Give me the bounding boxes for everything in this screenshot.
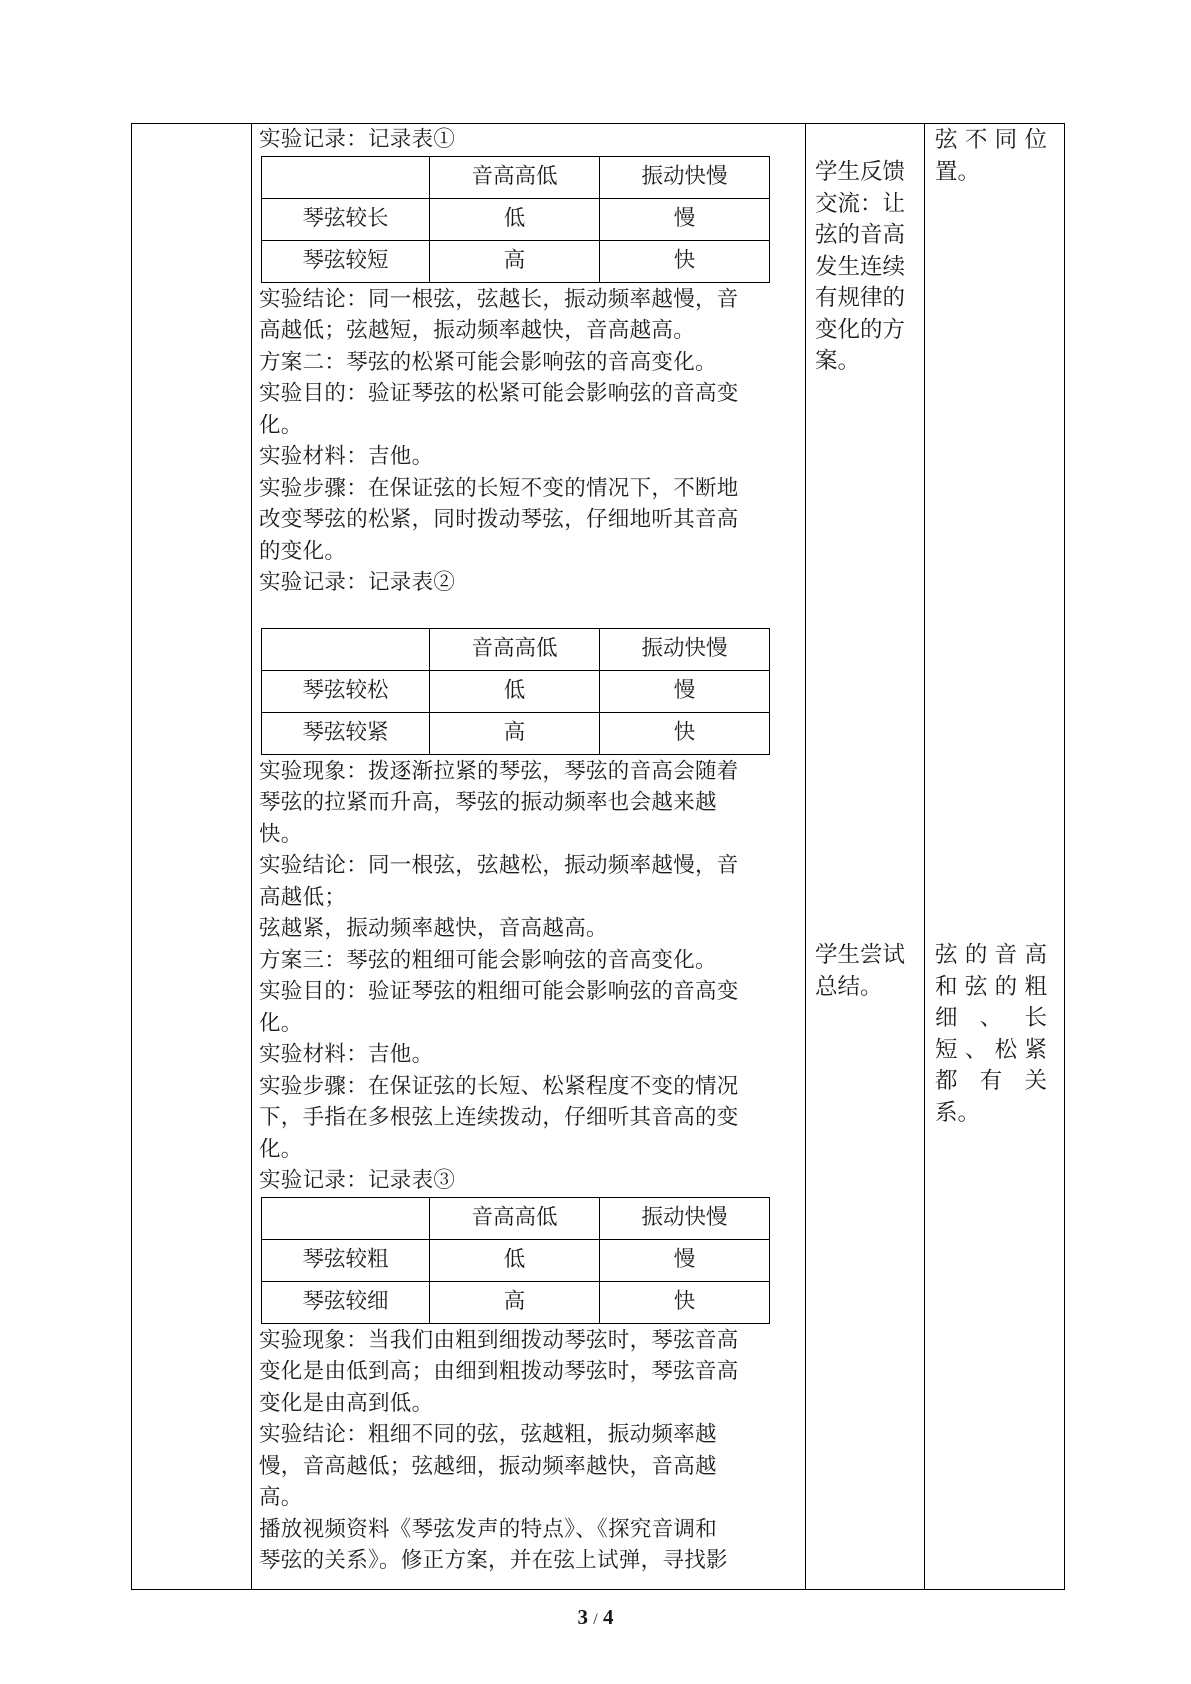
table-cell: 低 — [430, 198, 600, 240]
text-line: 实验现象：当我们由粗到细拨动琴弦时，琴弦音高 — [259, 1327, 739, 1353]
text-line: 置。 — [935, 158, 981, 185]
text-line: 发生连续 — [815, 253, 906, 280]
page-number — [0, 1605, 1191, 1630]
text-block-2 — [259, 284, 795, 599]
text-line: 交流：让 — [815, 190, 906, 217]
text-line: 播放视频资料《琴弦发声的特点》、《探究音调和 — [259, 1516, 718, 1542]
table-row-label: 琴弦较长 — [262, 198, 430, 240]
text-line: 细、长 — [935, 1005, 1047, 1031]
text-line: 变化是由高到低。 — [259, 1390, 434, 1416]
table-cell: 快 — [600, 240, 770, 282]
table-header-cell: 音高高低 — [430, 628, 600, 670]
table-row — [262, 240, 770, 282]
table-cell: 快 — [600, 1281, 770, 1323]
table-cell: 高 — [430, 1281, 600, 1323]
text-line: 实验记录：记录表① — [259, 127, 456, 152]
table-header-cell: 振动快慢 — [600, 628, 770, 670]
text-line: 改变琴弦的松紧，同时拨动琴弦，仔细地听其音高 — [259, 507, 739, 532]
page-separator: / — [593, 1611, 598, 1628]
table-cell: 快 — [600, 712, 770, 754]
text-line: 实验结论：同一根弦，弦越长，振动频率越慢，音 — [259, 286, 739, 312]
text-line: 和弦的粗 — [935, 973, 1047, 1000]
text-line: 弦不同位 — [935, 127, 1047, 153]
text-line: 总结。 — [815, 973, 883, 1000]
table-header-row — [262, 1197, 770, 1239]
table-row-label: 琴弦较短 — [262, 240, 430, 282]
text-line: 系。 — [935, 1099, 981, 1126]
teaching-process-column — [259, 124, 795, 1577]
text-line: 都有关 — [935, 1068, 1047, 1094]
table-cell: 高 — [430, 712, 600, 754]
text-line: 变化是由低到高；由细到粗拨动琴弦时，琴弦音高 — [259, 1359, 739, 1384]
text-line: 的变化。 — [259, 538, 347, 564]
table-cell: 慢 — [600, 198, 770, 240]
student-activity-block-2 — [815, 940, 917, 1003]
text-line: 实验记录：记录表② — [259, 570, 456, 595]
text-line: 短、松紧 — [935, 1036, 1047, 1063]
record-table-3 — [261, 1197, 770, 1324]
column-divider — [805, 123, 806, 1590]
text-line: 学生尝试 — [815, 942, 906, 968]
table-row — [262, 670, 770, 712]
table-cell — [262, 628, 430, 670]
text-block-1 — [259, 124, 795, 156]
text-line: 慢，音高越低；弦越细，振动频率越快，音高越 — [259, 1453, 717, 1479]
page-total: 4 — [602, 1605, 614, 1629]
table-row — [262, 198, 770, 240]
text-line: 实验目的：验证琴弦的粗细可能会影响弦的音高变 — [259, 979, 739, 1004]
text-line: 高越低；弦越短，振动频率越快，音高越高。 — [259, 318, 696, 343]
text-line: 实验步骤：在保证弦的长短、松紧程度不变的情况 — [259, 1073, 739, 1099]
table-cell: 慢 — [600, 670, 770, 712]
text-line: 实验结论：同一根弦，弦越松，振动频率越慢，音 — [259, 853, 739, 878]
text-line: 实验材料：吉他。 — [259, 1042, 434, 1067]
text-line: 高。 — [259, 1485, 303, 1510]
text-line: 下，手指在多根弦上连续拨动，仔细听其音高的变 — [259, 1105, 739, 1130]
text-line: 实验目的：验证琴弦的松紧可能会影响弦的音高变 — [259, 381, 739, 406]
table-row-label: 琴弦较细 — [262, 1281, 430, 1323]
text-line: 有规律的 — [815, 285, 906, 311]
record-table-2 — [261, 628, 770, 755]
text-line: 琴弦的关系》。修正方案，并在弦上试弹，寻找影 — [259, 1548, 728, 1573]
text-line: 琴弦的拉紧而升高，琴弦的振动频率也会越来越 — [259, 790, 717, 815]
text-line: 变化的方 — [815, 316, 906, 343]
table-header-cell: 振动快慢 — [600, 1197, 770, 1239]
text-line: 弦越紧，振动频率越快，音高越高。 — [259, 916, 608, 941]
table-row-label: 琴弦较紧 — [262, 712, 430, 754]
text-line: 弦的音高 — [935, 942, 1047, 968]
text-block-3 — [259, 756, 795, 1197]
table-header-row — [262, 156, 770, 198]
table-cell: 低 — [430, 1239, 600, 1281]
text-line: 高越低； — [259, 884, 347, 910]
table-cell: 高 — [430, 240, 600, 282]
text-line: 实验材料：吉他。 — [259, 444, 434, 469]
text-line: 学生反馈 — [815, 159, 906, 185]
table-cell — [262, 156, 430, 198]
column-divider — [251, 123, 252, 1590]
text-line: 实验记录：记录表③ — [259, 1168, 456, 1193]
text-line: 方案二：琴弦的松紧可能会影响弦的音高变化。 — [259, 349, 717, 375]
table-row — [262, 712, 770, 754]
table-row — [262, 1281, 770, 1323]
student-activity-block-1 — [815, 157, 917, 378]
record-table-1 — [261, 156, 770, 283]
table-cell: 慢 — [600, 1239, 770, 1281]
table-header-cell: 音高高低 — [430, 1197, 600, 1239]
text-block-4 — [259, 1325, 795, 1577]
text-line: 实验结论：粗细不同的弦，弦越粗，振动频率越 — [259, 1422, 717, 1447]
table-header-row — [262, 628, 770, 670]
table-header-cell: 振动快慢 — [600, 156, 770, 198]
design-intent-block-2 — [935, 940, 1047, 1129]
text-line: 化。 — [259, 1136, 303, 1162]
text-line: 方案三：琴弦的粗细可能会影响弦的音高变化。 — [259, 947, 717, 973]
page-current: 3 — [577, 1605, 589, 1629]
table-header-cell: 音高高低 — [430, 156, 600, 198]
table-row — [262, 1239, 770, 1281]
table-cell — [262, 1197, 430, 1239]
text-line: 快。 — [259, 821, 303, 847]
table-row-label: 琴弦较松 — [262, 670, 430, 712]
design-intent-block-1 — [935, 125, 1047, 188]
text-line: 弦的音高 — [815, 222, 906, 248]
text-line: 案。 — [815, 348, 861, 374]
column-divider — [924, 123, 925, 1590]
table-row-label: 琴弦较粗 — [262, 1239, 430, 1281]
table-cell: 低 — [430, 670, 600, 712]
text-line: 化。 — [259, 412, 303, 438]
text-line: 化。 — [259, 1010, 303, 1036]
text-line: 实验现象：拨逐渐拉紧的琴弦，琴弦的音高会随着 — [259, 758, 739, 784]
text-line: 实验步骤：在保证弦的长短不变的情况下，不断地 — [259, 475, 739, 501]
